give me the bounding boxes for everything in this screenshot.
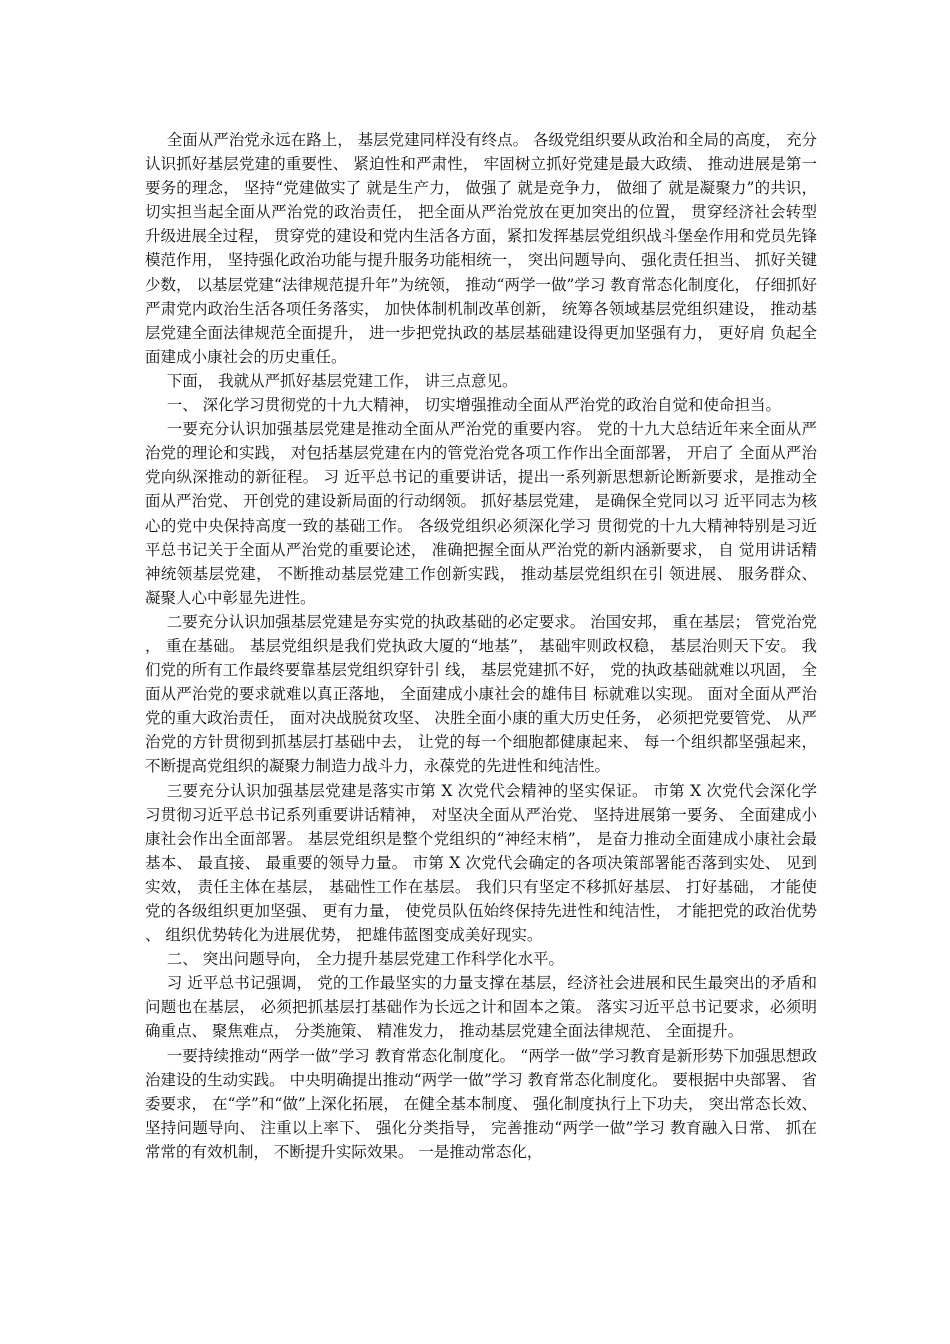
paragraph-point-1-3: 三要充分认识加强基层党建是落实市第 X 次党代会精神的坚实保证。 市第 X 次党代会深化学习贯彻习近平总书记系列重要讲话精神， 对坚决全面从严治党、 坚持进展第一要务、 全面建成小康社会作出全面部署。 基层党组织是整个党组织的“神经末梢”， 是奋力推动全面建成小康社会最基本、 最直接、 最重要的领导力量。 市第 X 次党代会确定的各项决策部署能否落到实处、 见到实效， 责任主体在基层， 基础性工作在基层。 我们只有坚定不移抓好基层、 打好基础， 才能使党的各级组织更加坚强、 更有力量， 使党员队伍始终保持先进性和纯洁性， 才能把党的政治优势、 组织优势转化为进展优势， 把雄伟蓝图变成美好现实。 <box>145 781 817 945</box>
paragraph-intro: 全面从严治党永远在路上， 基层党建同样没有终点。 各级党组织要从政治和全局的高度， 充分认识抓好基层党建的重要性、 紧迫性和严肃性， 牢固树立抓好党建是最大政绩、 推动进展是第一要务的理念， 坚持“党建做实了 就是生产力， 做强了 就是竞争力， 做细了 就是凝聚力”的共识， 切实担当起全面从严治党的政治责任， 把全面从严治党放在更加突出的位置， 贯穿经济社会转型升级进展全过程， 贯穿党的建设和党内生活各方面，紧扣发挥基层党组织战斗堡垒作用和党员先锋模范作用， 坚持强化政治功能与提升服务功能相统一， 突出问题导向、 强化责任担当、 抓好关键少数， 以基层党建“法律规范提升年”为统领， 推动“两学一做”学习 教育常态化制度化， 仔细抓好严肃党内政治生活各项任务落实， 加快体制机制改革创新， 统筹各领域基层党组织建设， 推动基层党建全面法律规范全面提升， 进一步把党执政的基层基础建设得更加坚强有力， 更好肩 负起全面建成小康社会的历史重任。 <box>145 131 817 366</box>
paragraph-transition: 下面， 我就从严抓好基层党建工作， 讲三点意见。 <box>166 371 518 390</box>
paragraph-point-2-1: 一要持续推动“两学一做”学习 教育常态化制度化。 “两学一做”学习教育是新形势下加强思想政治建设的生动实践。 中央明确提出推动“两学一做”学习 教育常态化制度化。 要根据中央部署、 省委要求， 在“学”和“做”上深化拓展， 在健全基本制度、 强化制度执行上下功夫， 突出常态长效、 坚持问题导向、 注重以上率下、 强化分类指导， 完善推动“两学一做”学习 教育融入日常、 抓在常常的有效机制， 不断提升实际效果。 一是推动常态化， <box>145 1046 817 1161</box>
paragraph-point-1-2: 二要充分认识加强基层党建是夯实党的执政基础的必定要求。 治国安邦， 重在基层； 管党治党， 重在基础。 基层党组织是我们党执政大厦的“地基”， 基础牢则政权稳， 基层治则天下安。 我们党的所有工作最终要靠基层党组织穿针引 线， 基层党建抓不好， 党的执政基础就难以巩固， 全面从严治党的要求就难以真正落地， 全面建成小康社会的雄伟目 标就难以实现。 面对全面从严治党的重大政治责任， 面对决战脱贫攻坚、 决胜全面小康的重大历史任务， 必须把党要管党、 从严治党的方针贯彻到抓基层打基础中去， 让党的每一个细胞都健康起来、 每一个组织都坚强起来， 不断提高党组织的凝聚力制造力战斗力，永葆党的先进性和纯洁性。 <box>145 612 817 776</box>
document-body <box>145 128 817 1164</box>
section-heading-1: 一、 深化学习贯彻党的十九大精神， 切实增强推动全面从严治党的政治自觉和使命担当。 <box>166 396 782 415</box>
section-heading-2: 二、 突出问题导向， 全力提升基层党建工作科学化水平。 <box>166 950 565 969</box>
paragraph-section-2-intro: 习 近平总书记强调， 党的工作最坚实的力量支撑在基层，经济社会进展和民生最突出的矛盾和问题也在基层， 必须把抓基层打基础作为长远之计和固本之策。 落实习近平总书记要求，必须明确重点、 聚焦难点， 分类施策、 精准发力， 推动基层党建全面法律规范、 全面提升。 <box>145 974 817 1041</box>
paragraph-point-1-1: 一要充分认识加强基层党建是推动全面从严治党的重要内容。 党的十九大总结近年来全面从严治党的理论和实践， 对包括基层党建在内的管党治党各项工作作出全面部署， 开启了 全面从严治党向纵深推动的新征程。 习 近平总书记的重要讲话，提出一系列新思想新论断新要求，是推动全面从严治党、 开创党的建设新局面的行动纲领。 抓好基层党建， 是确保全党同以习 近平同志为核心的党中央保持高度一致的基础工作。 各级党组织必须深化学习 贯彻党的十九大精神特别是习近平总书记关于全面从严治党的重要论述， 准确把握全面从严治党的新内涵新要求， 自 觉用讲话精神统领基层党建， 不断推动基层党建工作创新实践， 推动基层党组织在引 领进展、 服务群众、 凝聚人心中彰显先进性。 <box>145 420 817 607</box>
